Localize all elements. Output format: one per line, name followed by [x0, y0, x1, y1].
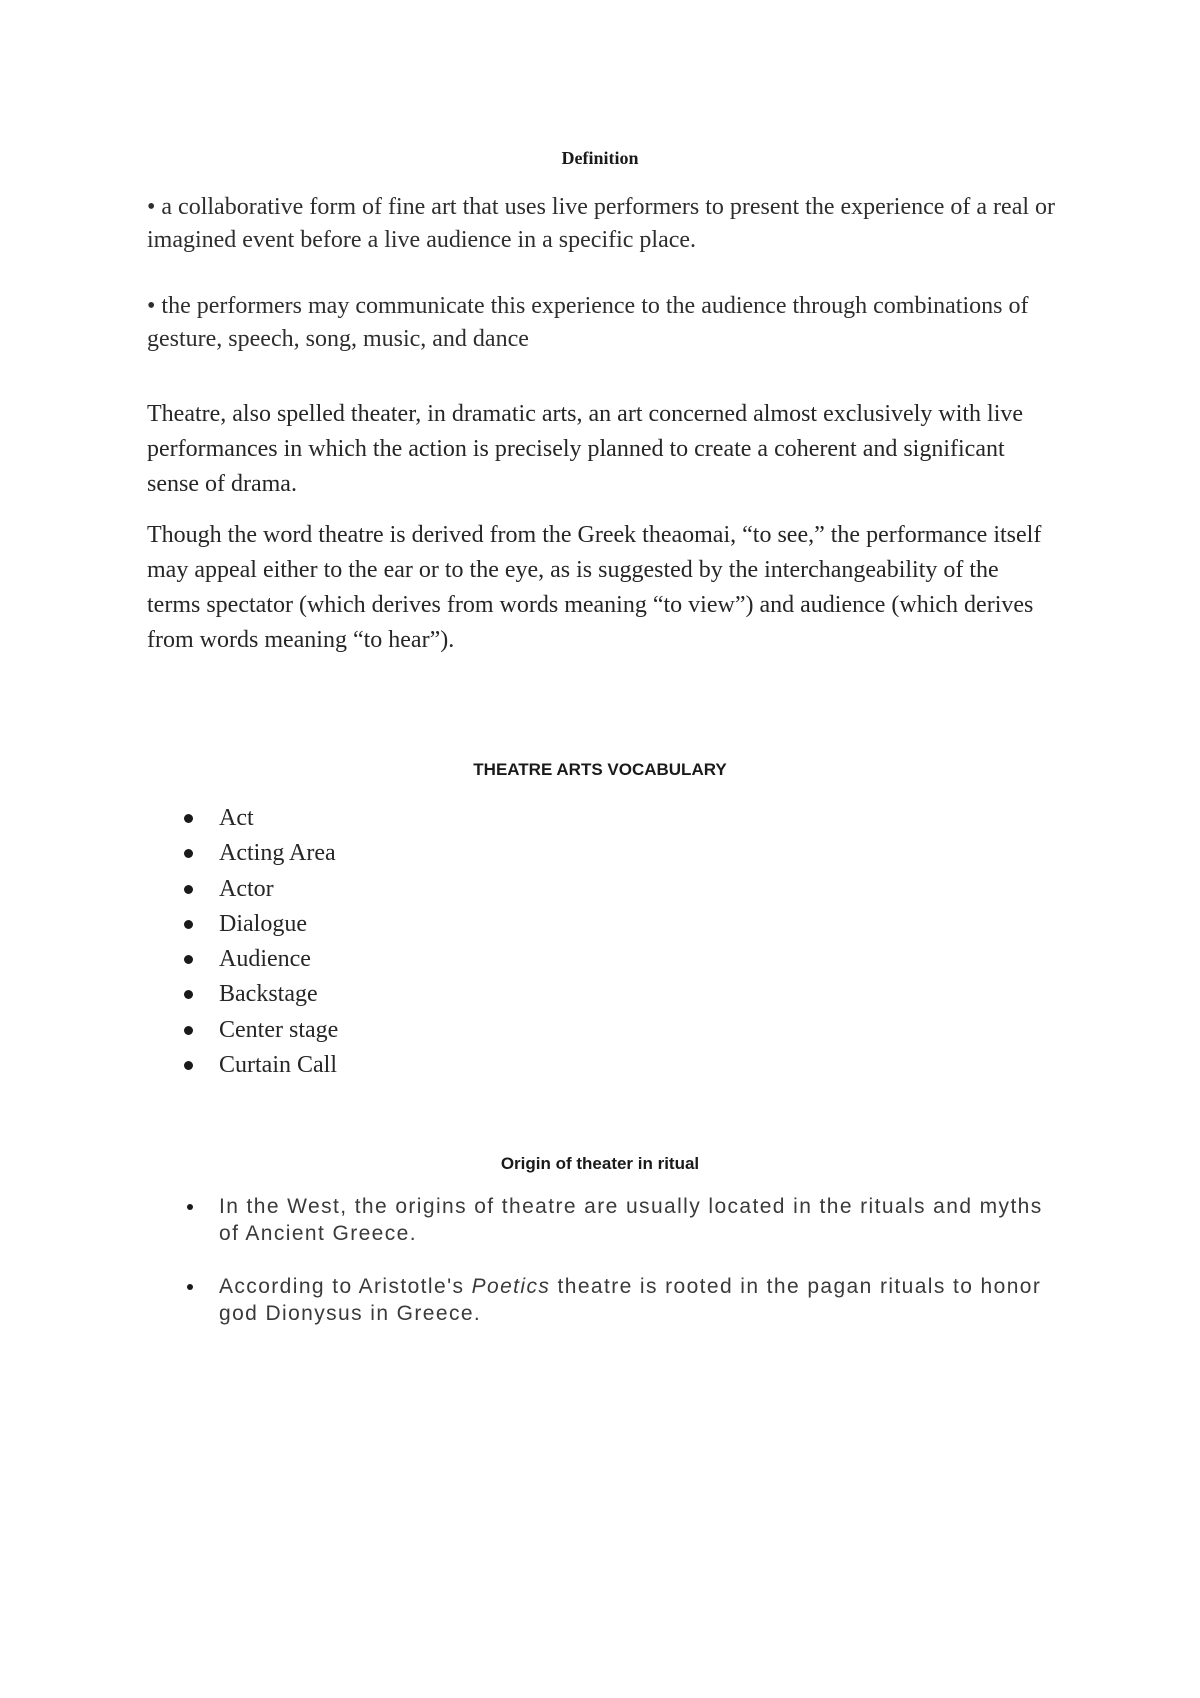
bullet-icon	[184, 955, 193, 964]
origin-heading: Origin of theater in ritual	[500, 1154, 700, 1173]
bullet-icon	[184, 990, 193, 999]
vocabulary-item	[180, 942, 338, 977]
bullet-icon	[184, 1026, 193, 1035]
vocabulary-item-label: Curtain Call	[219, 1052, 337, 1079]
definition-heading: Definition	[561, 148, 639, 168]
vocabulary-item	[180, 801, 338, 836]
bullet-icon	[184, 920, 193, 929]
vocabulary-heading: THEATRE ARTS VOCABULARY	[473, 760, 727, 779]
vocabulary-item	[180, 1048, 338, 1083]
bullet-icon	[184, 814, 193, 823]
origin-item	[185, 1273, 1065, 1327]
vocabulary-list	[180, 801, 338, 1083]
bullet-icon	[184, 1061, 193, 1070]
bullet-icon	[187, 1284, 193, 1290]
origin-item-2-text-end: theatre is rooted in the pagan rituals to honor god Dionysus in Greece.	[219, 1275, 1042, 1325]
theatre-paragraph-2: Though the word theatre is derived from the Greek theaomai, “to see,” the performance itself may appeal either to the ear or to the eye, as is suggested by the interchangeability of the terms spectator (which derives from words meaning “to view”) and audience (which derives from words meaning “to hear”).	[147, 522, 1042, 653]
definition-bullet-2: • the performers may communicate this experience to the audience through combinations of gesture, speech, song, music, and dance	[147, 293, 1029, 352]
poetics-title: Poetics	[471, 1275, 551, 1298]
bullet-icon	[184, 849, 193, 858]
vocabulary-item-label: Actor	[219, 875, 274, 902]
vocabulary-item-label: Audience	[219, 946, 311, 973]
vocabulary-item-label: Act	[219, 805, 254, 831]
bullet-icon	[184, 885, 193, 894]
theatre-paragraph-1: Theatre, also spelled theater, in dramatic arts, an art concerned almost exclusively with live performances in which the action is precisely planned to create a coherent and significant sense of drama.	[147, 401, 1024, 497]
vocabulary-item	[180, 836, 338, 871]
bullet-icon	[187, 1204, 193, 1210]
vocabulary-item	[180, 907, 338, 942]
vocabulary-item-label: Acting Area	[219, 840, 336, 867]
vocabulary-item	[180, 872, 338, 907]
origin-item-1-text: In the West, the origins of theatre are usually located in the rituals and myths of Ancient Greece.	[219, 1195, 1043, 1245]
vocabulary-item-label: Center stage	[219, 1016, 339, 1043]
origin-list	[185, 1193, 1065, 1353]
vocabulary-item	[180, 977, 338, 1012]
vocabulary-item	[180, 1013, 338, 1048]
definition-bullet-1: • a collaborative form of fine art that uses live performers to present the experience of a real or imagined event before a live audience in a specific place.	[147, 194, 1056, 253]
origin-item-2-text-start: According to Aristotle's	[219, 1275, 472, 1298]
vocabulary-item-label: Dialogue	[219, 910, 307, 937]
vocabulary-item-label: Backstage	[219, 981, 318, 1008]
origin-item	[185, 1193, 1065, 1247]
